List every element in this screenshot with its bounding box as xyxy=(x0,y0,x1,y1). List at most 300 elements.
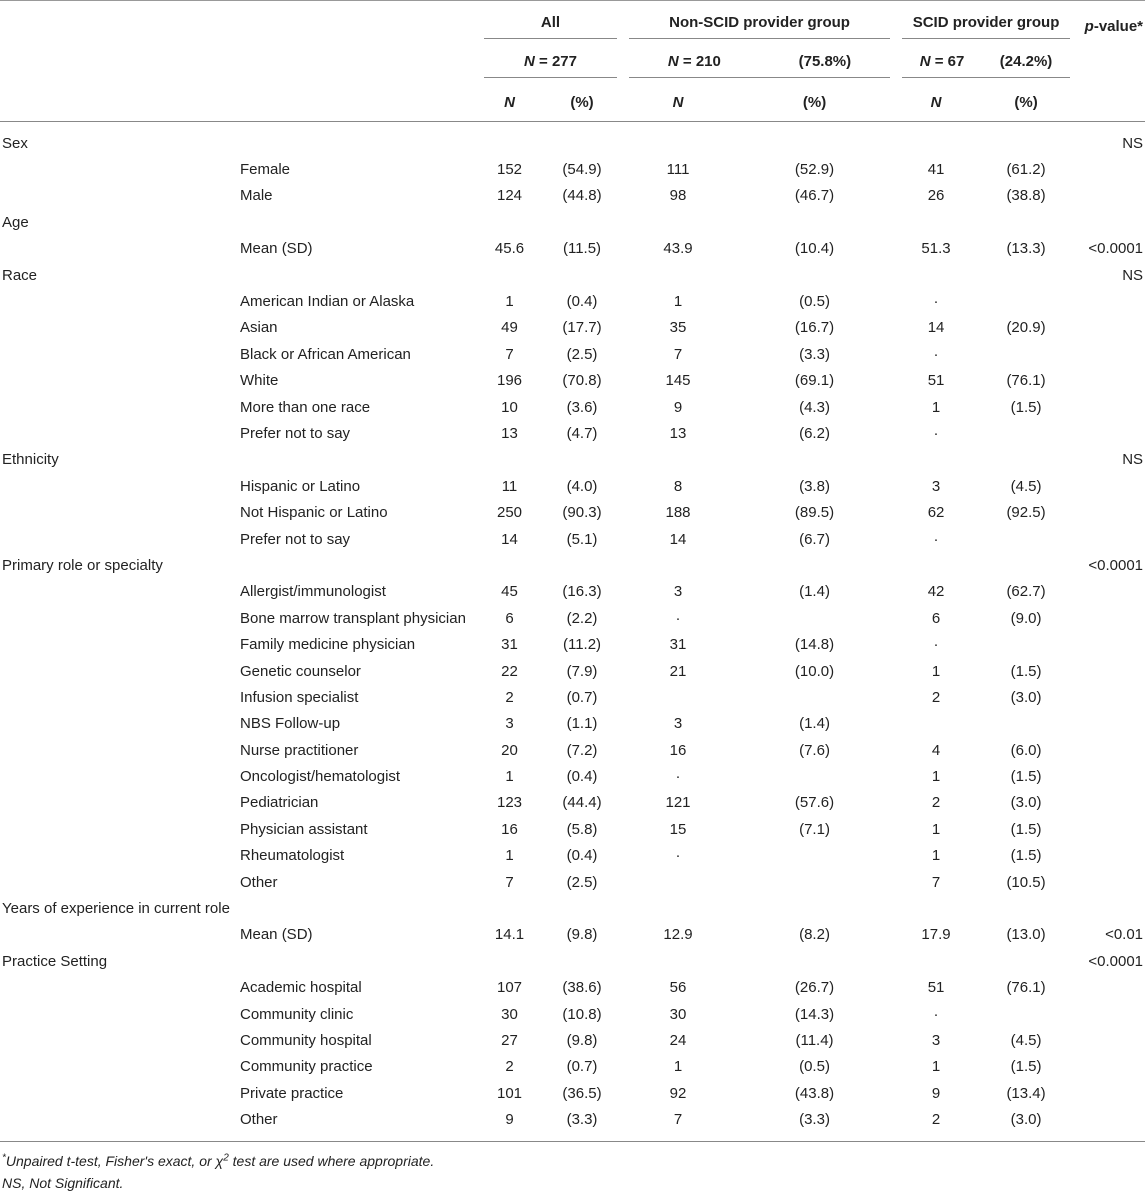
cell-pct-scid: (10.5) xyxy=(1006,873,1046,891)
empty-cell xyxy=(623,122,733,157)
pvalue-cell xyxy=(1076,790,1145,816)
cell-n-non-scid: 24 xyxy=(669,1031,687,1049)
cell-n-all: 7 xyxy=(505,873,514,891)
cell-pct-all: (9.8) xyxy=(566,1031,598,1049)
cell-pct-all: (16.3) xyxy=(562,583,602,601)
category-label: Primary role or specialty xyxy=(2,556,163,574)
cell-pct-non-scid: (7.6) xyxy=(799,741,830,759)
cell-pct-all: (5.8) xyxy=(566,820,598,838)
cell-pct-all: (11.5) xyxy=(562,240,602,258)
cell-pct-scid xyxy=(976,288,1076,314)
cell-n-scid: 51 xyxy=(927,372,945,390)
cell-n-non-scid: 92 xyxy=(669,1084,687,1102)
indent-cell xyxy=(0,975,232,1001)
cell-n-all: 3 xyxy=(505,715,514,733)
empty-cell xyxy=(623,552,733,578)
indent-cell xyxy=(0,869,232,895)
row-label: More than one race xyxy=(240,398,371,416)
cell-pct-all: (0.4) xyxy=(566,768,598,786)
cell-pct-all: (7.2) xyxy=(566,741,598,759)
pvalue-cell xyxy=(1076,209,1145,235)
cell-pct-non-scid: (3.8) xyxy=(799,477,830,495)
cell-n-scid: · xyxy=(933,636,939,654)
col-n-all: N xyxy=(478,84,541,122)
cell-n-scid: · xyxy=(933,530,939,548)
cell-pct-all: (70.8) xyxy=(562,372,602,390)
cell-n-all: 152 xyxy=(496,161,523,179)
indent-cell xyxy=(0,843,232,869)
pvalue-cell xyxy=(1076,156,1145,182)
cell-n-non-scid: 1 xyxy=(673,1058,683,1076)
cell-n-non-scid: 98 xyxy=(669,187,687,205)
row-label: Male xyxy=(240,187,273,205)
cell-pct-non-scid: (1.4) xyxy=(799,583,830,601)
empty-cell xyxy=(478,948,541,974)
cell-pct-non-scid: (10.0) xyxy=(794,662,835,680)
cell-n-scid: 51.3 xyxy=(921,240,951,258)
cell-n-non-scid xyxy=(623,869,733,895)
indent-cell xyxy=(0,658,232,684)
cell-pct-all: (44.4) xyxy=(562,794,602,812)
table-body xyxy=(0,122,1145,1142)
indent-cell xyxy=(0,499,232,525)
cell-pct-non-scid: (0.5) xyxy=(799,293,830,311)
cell-pct-all: (10.8) xyxy=(562,1005,602,1023)
pvalue-cell xyxy=(1076,843,1145,869)
pvalue-cell: <0.0001 xyxy=(1088,240,1144,258)
table-row xyxy=(0,288,1145,314)
cell-pct-scid: (61.2) xyxy=(1006,161,1046,179)
cell-n-all: 14 xyxy=(501,530,518,548)
cell-pct-scid: (76.1) xyxy=(1006,372,1046,390)
cell-pct-non-scid: (26.7) xyxy=(794,979,835,997)
table-row xyxy=(0,341,1145,367)
pvalue-cell xyxy=(1076,605,1145,631)
group-header-scid: SCID provider group xyxy=(896,1,1076,47)
empty-cell xyxy=(976,262,1076,288)
header-row-columns xyxy=(0,84,1145,122)
empty-cell xyxy=(896,122,976,157)
row-label: Community hospital xyxy=(240,1031,372,1049)
pvalue-cell: <0.01 xyxy=(1105,926,1144,944)
cell-n-scid: 1 xyxy=(931,1058,941,1076)
cell-pct-all: (54.9) xyxy=(562,161,602,179)
row-label: Rheumatologist xyxy=(240,847,345,865)
cell-n-scid: 1 xyxy=(931,662,941,680)
indent-cell xyxy=(0,236,232,262)
cell-n-all: 11 xyxy=(501,477,518,495)
cell-pct-all: (3.3) xyxy=(541,1106,623,1141)
table-row xyxy=(0,1027,1145,1053)
category-label: Sex xyxy=(2,134,28,152)
row-label: Pediatrician xyxy=(240,794,319,812)
table-row xyxy=(0,711,1145,737)
empty-cell xyxy=(623,948,733,974)
empty-cell xyxy=(541,895,623,921)
col-pct-all: (%) xyxy=(541,84,623,122)
cell-n-scid: 26 xyxy=(927,187,945,205)
table-row xyxy=(0,499,1145,525)
cell-pct-scid xyxy=(976,341,1076,367)
cell-pct-scid: (3.0) xyxy=(976,1106,1076,1141)
category-label: Years of experience in current role xyxy=(2,900,230,918)
empty-cell xyxy=(541,948,623,974)
category-row xyxy=(0,262,1145,288)
row-label: American Indian or Alaska xyxy=(240,293,415,311)
cell-n-non-scid: 30 xyxy=(669,1005,687,1023)
cell-n-scid: 9 xyxy=(931,1084,941,1102)
table-row xyxy=(0,763,1145,789)
table-row xyxy=(0,1054,1145,1080)
cell-n-non-scid: 9 xyxy=(673,398,683,416)
cell-pct-all: (0.7) xyxy=(566,1058,598,1076)
cell-pct-scid: (4.5) xyxy=(1010,477,1042,495)
cell-pct-scid: (20.9) xyxy=(1006,319,1046,337)
indent-cell xyxy=(0,341,232,367)
category-row xyxy=(0,122,1145,157)
pvalue-cell xyxy=(1076,394,1145,420)
row-label: Prefer not to say xyxy=(240,424,351,442)
cell-n-all: 107 xyxy=(496,979,523,997)
footnotes xyxy=(0,1150,1145,1194)
cell-pct-scid: (76.1) xyxy=(1006,979,1046,997)
cell-pct-all: (4.0) xyxy=(566,477,598,495)
footnote-tests: *Unpaired t-test, Fisher's exact, or $\chi^2$ test are used where appropriate. xyxy=(2,1152,435,1169)
cell-n-scid: 3 xyxy=(931,477,941,495)
cell-pct-scid: (92.5) xyxy=(1006,504,1046,522)
row-label: Genetic counselor xyxy=(240,662,361,680)
cell-n-all: 13 xyxy=(501,424,518,442)
cell-n-non-scid: 21 xyxy=(669,662,687,680)
empty-cell xyxy=(541,447,623,473)
cell-pct-scid: (4.5) xyxy=(1010,1031,1042,1049)
cell-n-non-scid: 16 xyxy=(669,741,687,759)
cell-n-non-scid: 12.9 xyxy=(663,926,693,944)
cell-pct-all: (0.4) xyxy=(566,293,598,311)
cell-n-all: 1 xyxy=(505,293,514,311)
cell-n-non-scid: 1 xyxy=(673,293,683,311)
indent-cell xyxy=(0,368,232,394)
cell-n-scid: 14 xyxy=(927,319,945,337)
cell-pct-non-scid xyxy=(733,605,896,631)
cell-pct-non-scid: (89.5) xyxy=(794,504,835,522)
empty-cell xyxy=(623,895,733,921)
table-row xyxy=(0,1001,1145,1027)
category-row xyxy=(0,895,1145,921)
pvalue-cell xyxy=(1076,684,1145,710)
footnote-ns: NS, Not Significant. xyxy=(2,1174,124,1191)
empty-cell xyxy=(478,895,541,921)
empty-cell xyxy=(733,552,896,578)
cell-n-all: 45 xyxy=(501,583,518,601)
indent-cell xyxy=(0,816,232,842)
pvalue-cell xyxy=(1076,368,1145,394)
pvalue-cell xyxy=(1076,1027,1145,1053)
row-label: Family medicine physician xyxy=(240,636,416,654)
cell-n-scid: 2 xyxy=(931,688,941,706)
indent-cell xyxy=(0,790,232,816)
cell-pct-non-scid: (0.5) xyxy=(799,1058,830,1076)
indent-cell xyxy=(0,605,232,631)
cell-n-scid: · xyxy=(933,1005,939,1023)
cell-pct-non-scid xyxy=(733,684,896,710)
category-label: Age xyxy=(2,213,29,231)
empty-cell xyxy=(541,209,623,235)
pvalue-cell xyxy=(1076,763,1145,789)
cell-n-non-scid: 31 xyxy=(669,636,687,654)
category-label: Practice Setting xyxy=(2,952,108,970)
indent-cell xyxy=(0,1054,232,1080)
cell-pct-scid: (9.0) xyxy=(1010,609,1042,627)
cell-pct-all: (44.8) xyxy=(562,187,602,205)
table-row xyxy=(0,394,1145,420)
row-label: NBS Follow-up xyxy=(240,715,341,733)
pvalue-cell: <0.0001 xyxy=(1088,556,1144,574)
cell-pct-non-scid: (69.1) xyxy=(794,372,835,390)
row-label: White xyxy=(240,372,279,390)
table-row xyxy=(0,236,1145,262)
empty-cell xyxy=(733,447,896,473)
cell-n-all: 196 xyxy=(496,372,523,390)
empty-cell xyxy=(896,895,976,921)
pvalue-cell xyxy=(1076,658,1145,684)
cell-n-all: 123 xyxy=(496,794,523,812)
cell-n-non-scid: 7 xyxy=(673,345,683,363)
cell-pct-all: (3.6) xyxy=(566,398,598,416)
cell-n-all: 27 xyxy=(501,1031,518,1049)
col-pct-non-scid: (%) xyxy=(733,84,896,122)
pvalue-cell xyxy=(1076,711,1145,737)
row-label: Private practice xyxy=(240,1084,344,1102)
pvalue-cell: NS xyxy=(1122,266,1144,284)
table-row xyxy=(0,156,1145,182)
cell-pct-scid xyxy=(976,711,1076,737)
cell-pct-all: (1.1) xyxy=(566,715,598,733)
row-label: Physician assistant xyxy=(240,820,368,838)
empty-cell xyxy=(733,262,896,288)
empty-cell xyxy=(478,122,541,157)
table-row xyxy=(0,975,1145,1001)
cell-n-scid: 1 xyxy=(931,398,941,416)
cell-pct-all: (38.6) xyxy=(562,979,602,997)
cell-n-all: 9 xyxy=(478,1106,541,1141)
cell-pct-non-scid: (7.1) xyxy=(799,820,830,838)
col-pct-scid: (%) xyxy=(976,84,1076,122)
empty-cell xyxy=(976,209,1076,235)
pvalue-cell xyxy=(1076,499,1145,525)
cell-n-non-scid: 14 xyxy=(669,530,687,548)
indent-cell xyxy=(0,922,232,948)
cell-pct-scid: (13.4) xyxy=(1006,1084,1046,1102)
indent-cell xyxy=(0,1001,232,1027)
cell-n-non-scid: 145 xyxy=(665,372,691,390)
total-all: N = 277 xyxy=(478,46,623,84)
empty-cell xyxy=(896,447,976,473)
cell-pct-all: (7.9) xyxy=(566,662,598,680)
cell-n-all: 2 xyxy=(505,1058,514,1076)
empty-cell xyxy=(976,447,1076,473)
empty-cell xyxy=(733,122,896,157)
cell-pct-scid: (1.5) xyxy=(1010,768,1042,786)
cell-pct-all: (17.7) xyxy=(562,319,602,337)
cell-pct-non-scid: (10.4) xyxy=(794,240,835,258)
cell-pct-all: (90.3) xyxy=(562,504,602,522)
cell-n-scid xyxy=(896,711,976,737)
cell-n-scid: · xyxy=(933,424,939,442)
indent-cell xyxy=(0,737,232,763)
cell-n-scid: 1 xyxy=(931,820,941,838)
cell-pct-scid: (62.7) xyxy=(1006,583,1046,601)
row-label: Oncologist/hematologist xyxy=(240,768,401,786)
cell-pct-scid: (1.5) xyxy=(1010,820,1042,838)
col-n-scid: N xyxy=(896,84,976,122)
header-row-totals xyxy=(0,46,1145,84)
pvalue-cell xyxy=(1076,1080,1145,1106)
cell-n-non-scid: 188 xyxy=(665,504,691,522)
pvalue-cell xyxy=(1076,420,1145,446)
empty-cell xyxy=(896,209,976,235)
table-row xyxy=(0,843,1145,869)
cell-n-all: 7 xyxy=(505,345,514,363)
cell-n-all: 101 xyxy=(496,1084,523,1102)
cell-n-all: 20 xyxy=(501,741,518,759)
cell-n-all: 16 xyxy=(501,820,518,838)
cell-pct-scid: (13.3) xyxy=(1006,240,1046,258)
cell-n-scid: 1 xyxy=(931,768,941,786)
cell-pct-scid: (1.5) xyxy=(1010,1058,1042,1076)
pvalue-cell xyxy=(1076,1054,1145,1080)
pvalue-cell xyxy=(1076,816,1145,842)
cell-n-all: 45.6 xyxy=(494,240,525,258)
row-label: Other xyxy=(240,873,278,891)
table-row xyxy=(0,368,1145,394)
pvalue-cell xyxy=(1076,579,1145,605)
cell-n-non-scid: 3 xyxy=(673,583,683,601)
cell-pct-all: (5.1) xyxy=(566,530,598,548)
cell-pct-all: (36.5) xyxy=(562,1084,602,1102)
row-label: Prefer not to say xyxy=(240,530,351,548)
row-label: Female xyxy=(240,161,291,179)
row-label: Infusion specialist xyxy=(240,688,359,706)
row-label: Mean (SD) xyxy=(240,926,313,944)
indent-cell xyxy=(0,763,232,789)
cell-n-non-scid xyxy=(623,684,733,710)
cell-n-non-scid: 13 xyxy=(669,424,687,442)
row-label: Academic hospital xyxy=(240,979,362,997)
cell-pct-non-scid: (43.8) xyxy=(794,1084,835,1102)
cell-pct-non-scid: (3.3) xyxy=(799,345,830,363)
table-row xyxy=(0,869,1145,895)
cell-pct-all: (9.8) xyxy=(566,926,598,944)
cell-pct-non-scid: (6.7) xyxy=(799,530,830,548)
empty-cell xyxy=(896,948,976,974)
total-scid: N = 67 (24.2%) xyxy=(896,46,1076,84)
cell-pct-non-scid: (46.7) xyxy=(794,187,835,205)
cell-n-all: 2 xyxy=(505,688,514,706)
row-label: Other xyxy=(232,1106,478,1141)
indent-cell xyxy=(0,473,232,499)
cell-pct-non-scid xyxy=(733,843,896,869)
pvalue-cell xyxy=(1076,473,1145,499)
empty-cell xyxy=(541,552,623,578)
category-label: Ethnicity xyxy=(2,451,59,469)
cell-n-non-scid: 121 xyxy=(665,794,691,812)
indent-cell xyxy=(0,315,232,341)
cell-n-scid: · xyxy=(933,293,939,311)
row-label: Allergist/immunologist xyxy=(240,583,386,601)
cell-n-scid: 62 xyxy=(927,504,945,522)
cell-pct-scid: (1.5) xyxy=(1010,398,1042,416)
cell-n-non-scid: · xyxy=(675,609,681,627)
cell-pct-non-scid: (3.3) xyxy=(733,1106,896,1141)
table-row xyxy=(0,737,1145,763)
cell-pct-all: (0.4) xyxy=(566,847,598,865)
empty-cell xyxy=(896,262,976,288)
indent-cell xyxy=(0,288,232,314)
pvalue-cell xyxy=(1076,737,1145,763)
cell-n-scid: 2 xyxy=(896,1106,976,1141)
indent-cell xyxy=(0,1027,232,1053)
indent-cell xyxy=(0,526,232,552)
empty-cell xyxy=(478,209,541,235)
cell-n-scid: 51 xyxy=(927,979,945,997)
empty-cell xyxy=(976,895,1076,921)
pvalue-cell xyxy=(1076,895,1145,921)
cell-pct-scid xyxy=(976,420,1076,446)
pvalue-cell xyxy=(1076,975,1145,1001)
cell-n-scid: 41 xyxy=(927,161,945,179)
empty-cell xyxy=(541,122,623,157)
cell-pct-scid: (3.0) xyxy=(1010,688,1042,706)
row-label: Mean (SD) xyxy=(240,240,313,258)
indent-cell xyxy=(0,579,232,605)
indent-cell xyxy=(0,1080,232,1106)
pvalue-cell xyxy=(1076,869,1145,895)
cell-pct-scid: (6.0) xyxy=(1010,741,1042,759)
cell-n-scid: 3 xyxy=(931,1031,941,1049)
pvalue-cell: <0.0001 xyxy=(1088,952,1144,970)
pvalue-cell xyxy=(1076,288,1145,314)
cell-pct-all: (2.5) xyxy=(566,345,598,363)
table-row xyxy=(0,631,1145,657)
table-row xyxy=(0,1080,1145,1106)
cell-pct-non-scid xyxy=(733,763,896,789)
table-row xyxy=(0,816,1145,842)
empty-cell xyxy=(976,948,1076,974)
cell-n-non-scid: 15 xyxy=(669,820,687,838)
cell-n-non-scid: 43.9 xyxy=(663,240,693,258)
cell-pct-non-scid: (1.4) xyxy=(799,715,830,733)
row-label: Not Hispanic or Latino xyxy=(240,504,388,522)
pvalue-cell: NS xyxy=(1122,451,1144,469)
cell-n-scid: 1 xyxy=(931,847,941,865)
group-header-all: All xyxy=(478,1,623,47)
cell-n-all: 1 xyxy=(505,847,514,865)
cell-pct-scid: (38.8) xyxy=(1006,187,1046,205)
empty-cell xyxy=(541,262,623,288)
cell-n-scid: 4 xyxy=(931,741,941,759)
row-label: Black or African American xyxy=(240,345,411,363)
empty-cell xyxy=(896,552,976,578)
pvalue-cell: NS xyxy=(1122,134,1144,152)
empty-cell xyxy=(478,262,541,288)
cell-n-scid: 2 xyxy=(931,794,941,812)
cell-pct-non-scid: (14.8) xyxy=(794,636,835,654)
table-row xyxy=(0,526,1145,552)
cell-n-all: 6 xyxy=(505,609,514,627)
cell-pct-all: (11.2) xyxy=(562,636,602,654)
indent-cell xyxy=(0,420,232,446)
